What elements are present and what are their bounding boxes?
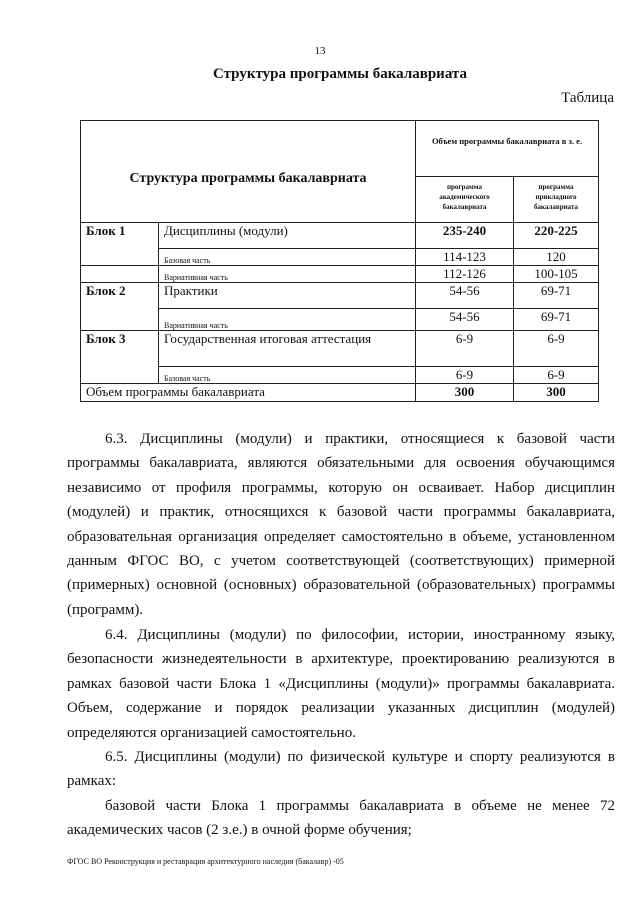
row-name: Практики (159, 283, 416, 309)
block-label (81, 266, 159, 283)
table-label: Таблица (561, 90, 614, 106)
page-title: Структура программы бакалавриата (213, 66, 467, 82)
block-label (81, 309, 159, 331)
total-label: Объем программы бакалавриата (81, 384, 416, 402)
table-header-structure: Структура программы бакалавриата (81, 121, 416, 223)
row-name: Вариативная часть (159, 266, 416, 283)
table-header-academic: программа академического бакалавриата (416, 177, 514, 223)
table-header-applied: программа прикладного бакалавриата (514, 177, 599, 223)
program-structure-table (80, 120, 599, 402)
paragraph-6-5-item: базовой части Блока 1 программы бакалавриата в объеме не менее 72 академических часов (2 з.е.) в очной форме обучения; (67, 798, 615, 839)
table-row (81, 309, 599, 331)
row-applied: 120 (514, 249, 599, 266)
table-header-volume: Объем программы бакалавриата в з. е. (416, 121, 599, 177)
row-academic: 54-56 (416, 283, 514, 309)
row-academic: 54-56 (416, 309, 514, 331)
row-name: Государственная итоговая аттестация (159, 331, 416, 367)
row-name: Вариативная часть (159, 309, 416, 331)
table-total-row (81, 384, 599, 402)
row-applied: 6-9 (514, 367, 599, 384)
page-number: 13 (314, 45, 326, 57)
total-academic: 300 (416, 384, 514, 402)
block-label: Блок 1 (81, 223, 159, 249)
row-academic: 235-240 (416, 223, 514, 249)
row-applied: 6-9 (514, 331, 599, 367)
row-academic: 112-126 (416, 266, 514, 283)
row-applied: 100-105 (514, 266, 599, 283)
row-academic: 6-9 (416, 367, 514, 384)
row-name: Базовая часть (159, 367, 416, 384)
table-row (81, 283, 599, 309)
row-name: Базовая часть (159, 249, 416, 266)
table-row (81, 223, 599, 249)
table-row (81, 367, 599, 384)
block-label (81, 249, 159, 266)
document-footer: ФГОС ВО Реконструкция и реставрация архитектурного наследия (бакалавр) -05 (67, 857, 344, 866)
total-applied: 300 (514, 384, 599, 402)
block-label (81, 367, 159, 384)
row-name: Дисциплины (модули) (159, 223, 416, 249)
paragraph-6-3: 6.3. Дисциплины (модули) и практики, относящиеся к базовой части программы бакалавриата, являются обязательными для освоения обучающимся независимо от профиля программы, которую он осваивает. Набор дисциплин (модулей) и практик, относящихся к базовой части программы бакалавриата, образовательная организация определяет самостоятельно в объеме, установленном данным ФГОС ВО, с учетом соответствующей (соответствующих) примерной (примерных) основной (основных) образовательной (образовательных) программы (программ). (67, 431, 615, 618)
row-applied: 220-225 (514, 223, 599, 249)
block-label: Блок 3 (81, 331, 159, 367)
paragraph-6-5: 6.5. Дисциплины (модули) по физической культуре и спорту реализуются в рамках: (67, 749, 615, 790)
block-label: Блок 2 (81, 283, 159, 309)
table-row (81, 266, 599, 283)
table-row (81, 249, 599, 266)
row-academic: 6-9 (416, 331, 514, 367)
table-row (81, 331, 599, 367)
row-applied: 69-71 (514, 309, 599, 331)
row-academic: 114-123 (416, 249, 514, 266)
row-applied: 69-71 (514, 283, 599, 309)
paragraph-6-4: 6.4. Дисциплины (модули) по философии, истории, иностранному языку, безопасности жизнедеятельности в архитектуре, проектированию реализуются в рамках базовой части Блока 1 «Дисциплины (модули)» программы бакалавриата. Объем, содержание и порядок реализации указанных дисциплин (модулей) определяются организацией самостоятельно. (67, 627, 615, 741)
